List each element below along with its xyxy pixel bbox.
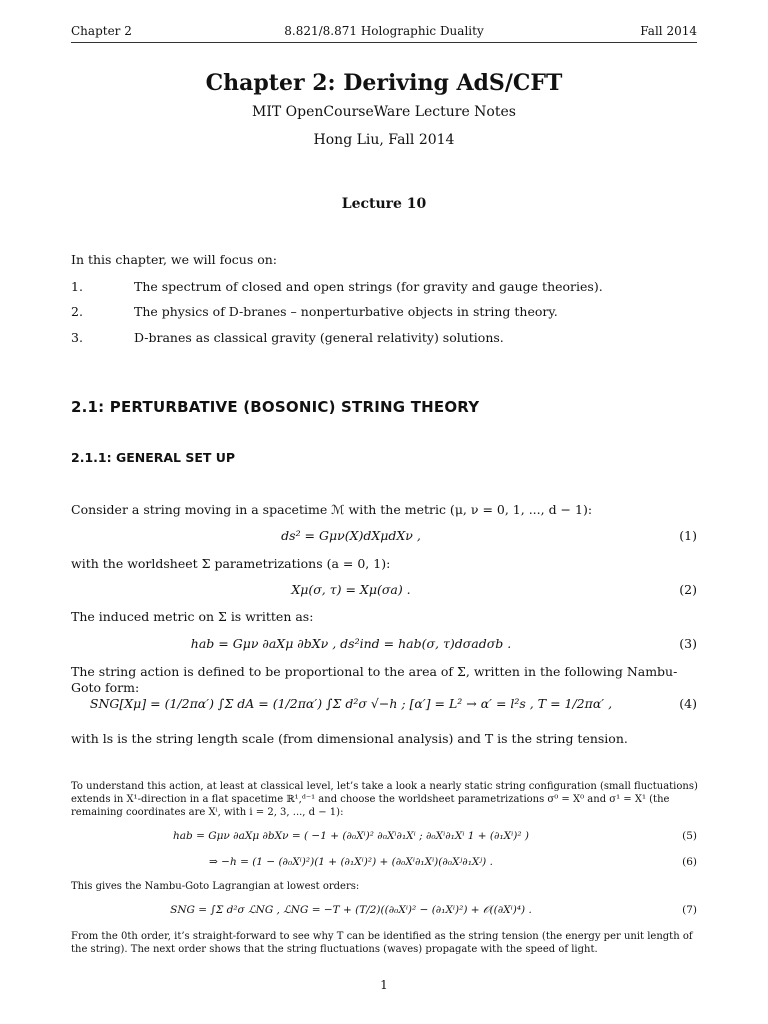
equation-number: (2) — [679, 582, 697, 597]
paragraph-worldsheet: with the worldsheet Σ parametrizations (a = 0, 1): — [71, 556, 391, 571]
equation-number: (7) — [682, 904, 697, 916]
paragraph-metric: Consider a string moving in a spacetime ℳ with the metric (μ, ν = 0, 1, ..., d − 1): — [71, 502, 593, 517]
header-chapter: Chapter 2 — [71, 24, 132, 38]
list-item: The physics of D-branes – nonperturbative objects in string theory. — [134, 304, 558, 319]
equation-7: SNG = ∫Σ d²σ ℒNG , ℒNG = −T + (T/2)((∂₀Xⁱ)² − (∂₁Xⁱ)²) + 𝒪((∂Xⁱ)⁴) . — [170, 904, 532, 916]
paragraph-induced-metric: The induced metric on Σ is written as: — [71, 609, 314, 624]
equation-number: (1) — [679, 528, 697, 543]
paragraph-conclusion: From the 0th order, it’s straight-forward to see why T can be identified as the string tension (the energy per unit length of the string). The next order shows that the string fluctuations (waves) propagate with the speed of light. — [71, 931, 693, 955]
equation-number: (3) — [679, 636, 697, 651]
header-course: 8.821/8.871 Holographic Duality — [284, 24, 484, 38]
equation-5: hab = Gμν ∂aXμ ∂bXν = ( −1 + (∂₀Xⁱ)² ∂₀Xⁱ∂₁Xⁱ ; ∂₀Xⁱ∂₁Xⁱ 1 + (∂₁Xⁱ)² ) — [173, 830, 529, 842]
intro-text: In this chapter, we will focus on: — [71, 252, 278, 267]
paragraph-lagrangian: This gives the Nambu-Goto Lagrangian at lowest orders: — [71, 881, 360, 892]
paragraph-action: The string action is defined to be proportional to the area of Σ, written in the following Nambu-Goto form: — [71, 664, 678, 695]
subtitle-author: Hong Liu, Fall 2014 — [313, 132, 455, 148]
page-title: Chapter 2: Deriving AdS/CFT — [205, 70, 563, 96]
list-item-number: 3. — [71, 330, 83, 345]
subtitle-source: MIT OpenCourseWare Lecture Notes — [252, 104, 516, 120]
equation-3: hab = Gμν ∂aXμ ∂bXν , ds²ind = hab(σ, τ)dσadσb . — [190, 636, 512, 651]
subsection-heading: 2.1.1: GENERAL SET UP — [71, 450, 236, 465]
list-item: D-branes as classical gravity (general relativity) solutions. — [134, 330, 504, 345]
equation-number: (6) — [682, 856, 697, 868]
lecture-heading: Lecture 10 — [341, 196, 427, 212]
list-item-number: 1. — [71, 279, 83, 294]
list-item-number: 2. — [71, 304, 83, 319]
equation-4: SNG[Xμ] = (1/2πα′) ∫Σ dA = (1/2πα′) ∫Σ d²σ √−h ; [α′] = L² → α′ = l²s , T = 1/2πα′ , — [89, 696, 613, 711]
section-heading: 2.1: PERTURBATIVE (BOSONIC) STRING THEORY — [71, 398, 480, 416]
header-rule — [71, 42, 697, 43]
header-term: Fall 2014 — [640, 24, 697, 38]
equation-1: ds² = Gμν(X)dXμdXν , — [281, 528, 421, 543]
paragraph-tension: with ls is the string length scale (from dimensional analysis) and T is the string tension. — [71, 731, 628, 746]
page-number: 1 — [380, 978, 388, 992]
equation-2: Xμ(σ, τ) = Xμ(σa) . — [291, 582, 411, 597]
list-item: The spectrum of closed and open strings (for gravity and gauge theories). — [134, 279, 603, 294]
paragraph-static-string: To understand this action, at least at classical level, let’s take a look a nearly static string configuration (small fluctuations) extends in X¹-direction in a flat spacetime ℝ¹,ᵈ⁻¹ and choose the worldsheet parametrizations σ⁰ = X⁰ and σ¹ = X¹ (the remaining coordinates are Xⁱ, with i = 2, 3, ..., d − 1): — [71, 781, 698, 818]
equation-number: (4) — [679, 696, 697, 711]
equation-number: (5) — [682, 830, 697, 842]
equation-6: ⇒ −h = (1 − (∂₀Xⁱ)²)(1 + (∂₁Xⁱ)²) + (∂₀Xⁱ∂₁Xⁱ)(∂₀Xʲ∂₁Xʲ) . — [209, 856, 493, 868]
